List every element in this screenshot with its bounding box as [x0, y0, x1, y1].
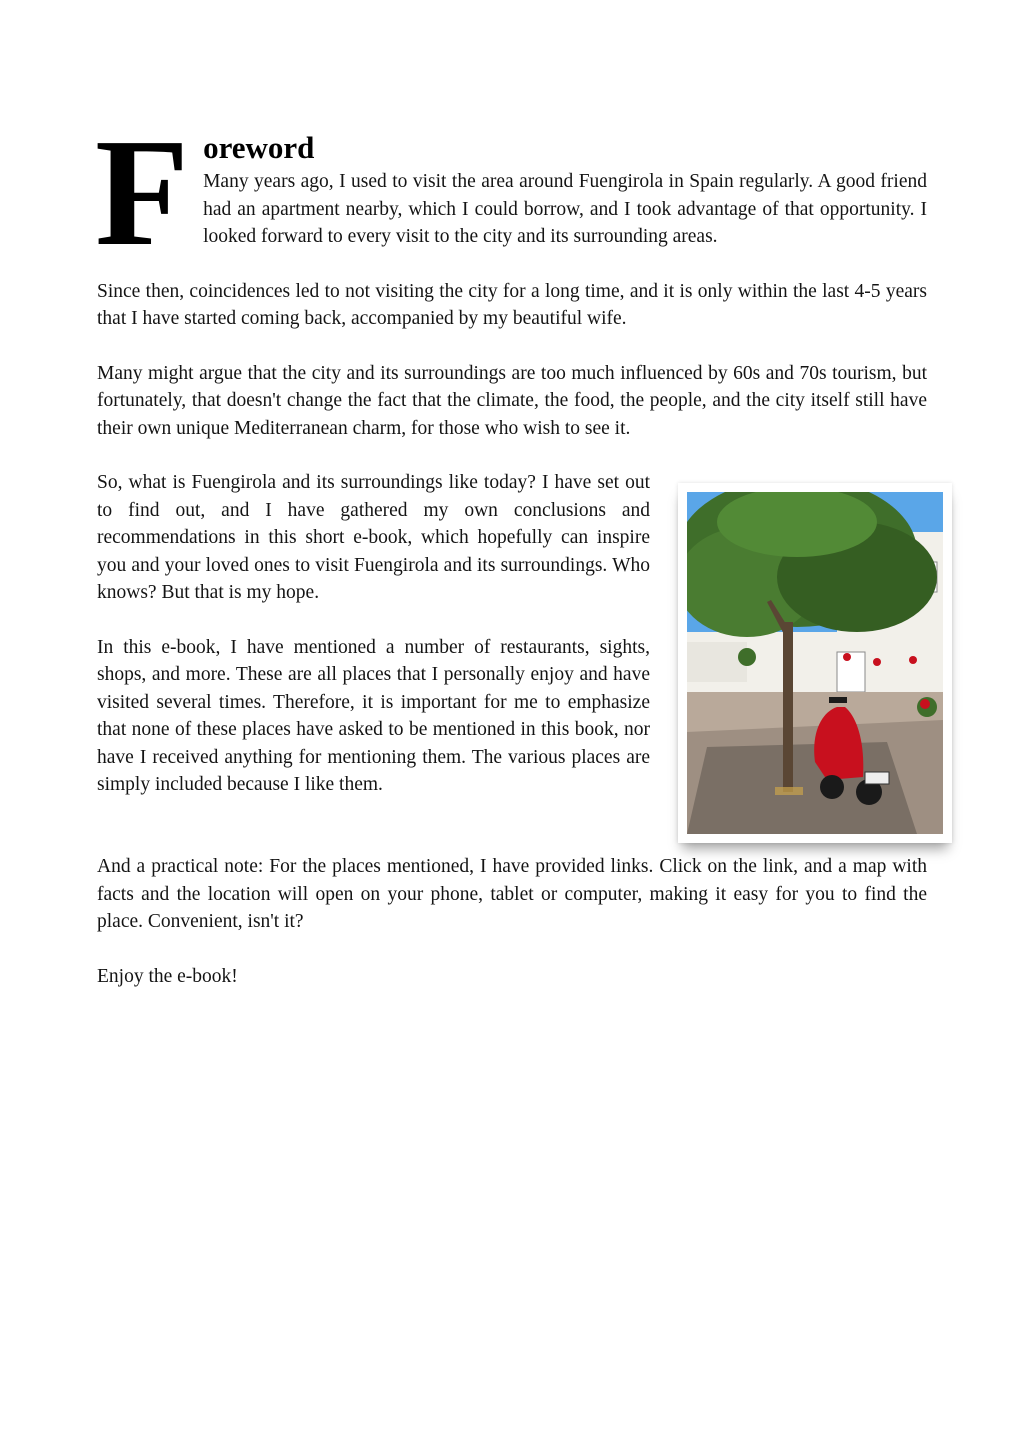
page-title: oreword — [203, 130, 315, 165]
drop-cap: F — [95, 108, 190, 278]
paragraph-3: Many might argue that the city and its surroundings are too much influenced by 60s and 70s tourism, but fortunately, that doesn't change the fact that the climate, the food, the people, and the city itself still have their own unique Mediterranean charm, for those who wish to see it. — [97, 362, 927, 439]
paragraph-5: In this e-book, I have mentioned a number of restaurants, sights, shops, and more. These are all places that I personally enjoy and have visited several times. Therefore, it is important for me to emphasize that none of these places have asked to be mentioned in this book, nor have I received anything for mentioning them. The various places are simply included because I like them. — [97, 636, 650, 795]
paragraph-2: Since then, coincidences led to not visiting the city for a long time, and it is only within the last 4-5 years that I have started coming back, accompanied by my beautiful wife. — [97, 280, 927, 329]
photo-frame — [678, 483, 952, 843]
foreword-intro — [95, 108, 927, 278]
street-photo-image — [687, 492, 943, 834]
paragraph-6: And a practical note: For the places mentioned, I have provided links. Click on the link, and a map with facts and the location will open on your phone, tablet or computer, making it easy for you to find the place. Convenient, isn't it? — [97, 856, 927, 932]
paragraph-4: So, what is Fuengirola and its surroundings like today? I have set out to find out, and I have gathered my own conclusions and recommendations in this short e-book, which hopefully can inspire you and your loved ones to visit Fuengirola and its surroundings. Who knows? But that is my hope. — [97, 472, 650, 603]
page-content — [95, 108, 927, 1017]
paragraph-1: Many years ago, I used to visit the area around Fuengirola in Spain regularly. A good friend had an apartment nearby, which I could borrow, and I took advantage of that opportunity. I looked forward to every visit to the city and its surrounding areas. — [203, 171, 927, 247]
paragraph-7: Enjoy the e-book! — [97, 965, 238, 987]
